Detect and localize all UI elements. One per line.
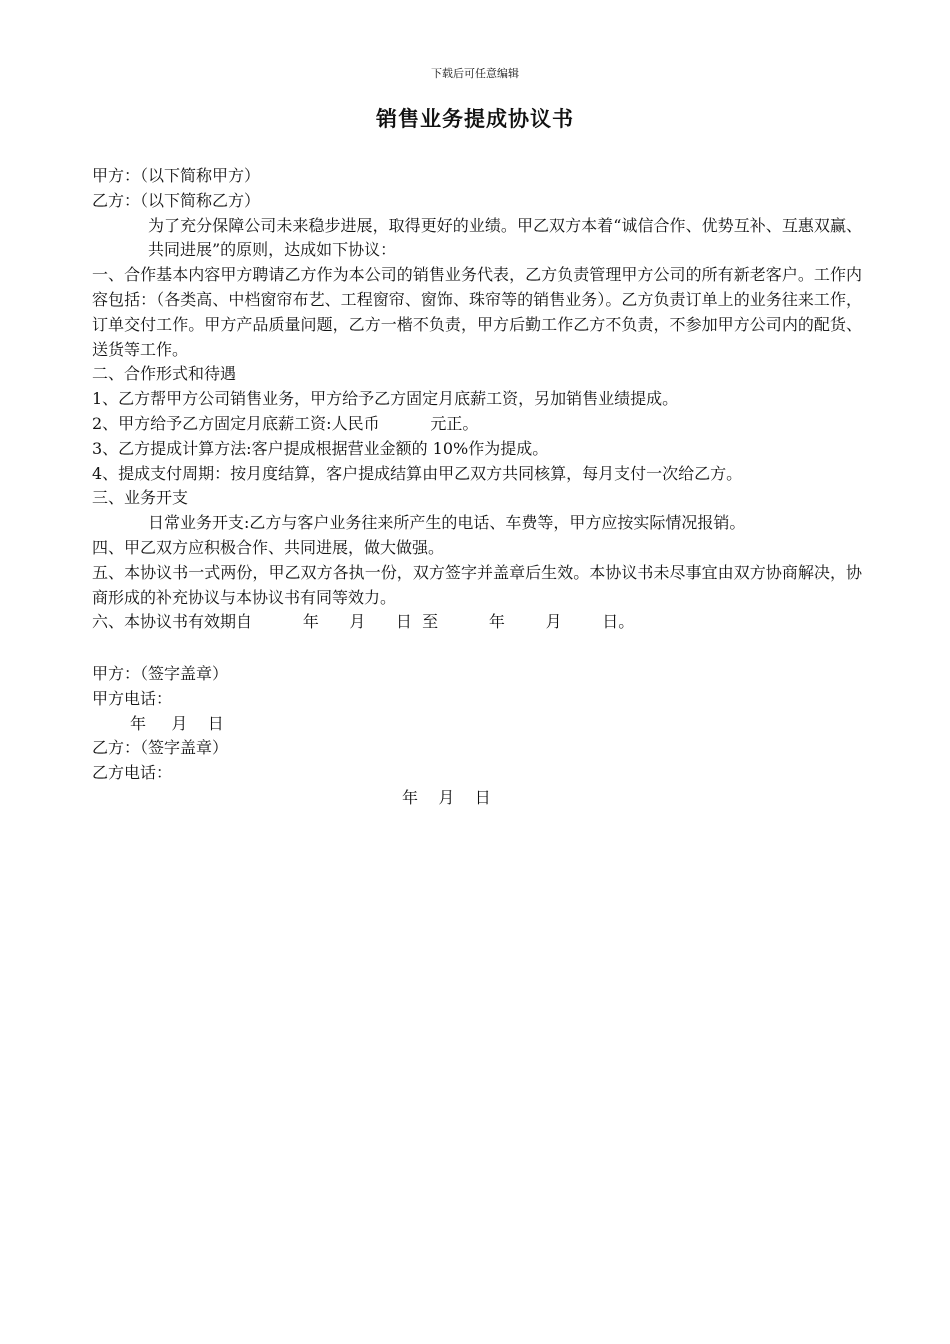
section-2-title: 二、合作形式和待遇 [92, 364, 237, 384]
party-b-phone: 乙方电话： [92, 763, 173, 783]
section-3-title: 三、业务开支 [92, 488, 189, 508]
party-a-date: 年 月 日 [130, 713, 224, 733]
party-b-line: 乙方：（以下简称乙方） [92, 190, 261, 210]
party-b-signature: 乙方：（签字盖章） [92, 738, 229, 758]
intro-paragraph: 为了充分保障公司未来稳步进展，取得更好的业绩。甲乙双方本着“诚信合作、优势互补、互惠双赢、共同进展”的原则，达成如下协议： [148, 215, 862, 260]
section-2-item-4: 4、提成支付周期：按月度结算，客户提成结算由甲乙双方共同核算，每月支付一次给乙方。 [92, 463, 743, 483]
signature-block [92, 662, 862, 786]
party-a-line: 甲方：（以下简称甲方） [92, 166, 261, 185]
section-2-item-1: 1、乙方帮甲方公司销售业务，甲方给予乙方固定月底薪工资，另加销售业绩提成。 [92, 389, 679, 409]
section-5: 五、本协议书一式两份，甲乙双方各执一份，双方签字并盖章后生效。本协议书未尽事宜由双方协商解决，协商形成的补充协议与本协议书有同等效力。 [92, 562, 862, 607]
party-b-date: 年 月 日 [402, 788, 491, 807]
section-2-item-3: 3、乙方提成计算方法:客户提成根据营业金额的 10%作为提成。 [92, 438, 549, 458]
section-3-body: 日常业务开支:乙方与客户业务往来所产生的电话、车费等，甲方应按实际情况报销。 [148, 513, 746, 533]
section-6-validity: 六、本协议书有效期自 年 月 日 至 年 月 日。 [92, 612, 635, 632]
header-note: 下载后可任意编辑 [431, 67, 519, 80]
party-a-phone: 甲方电话： [92, 688, 173, 708]
section-4: 四、甲乙双方应积极合作、共同进展，做大做强。 [92, 537, 445, 557]
section-1-cooperation-content: 一、合作基本内容甲方聘请乙方作为本公司的销售业务代表，乙方负责管理甲方公司的所有新老客户。工作内容包括：（各类高、中档窗帘布艺、工程窗帘、窗饰、珠帘等的销售业务）。乙方负责订单上的业务往来工作，订单交付工作。甲方产品质量问题，乙方一楷不负责，甲方后勤工作乙方不负责，不参加甲方公司内的配货、送货等工作。 [92, 265, 862, 359]
agreement-body [92, 164, 862, 635]
document-title: 销售业务提成协议书 [376, 106, 574, 131]
section-2-item-2: 2、甲方给予乙方固定月底薪工资:人民币 元正。 [92, 413, 479, 433]
party-a-signature: 甲方：（签字盖章） [92, 664, 229, 683]
